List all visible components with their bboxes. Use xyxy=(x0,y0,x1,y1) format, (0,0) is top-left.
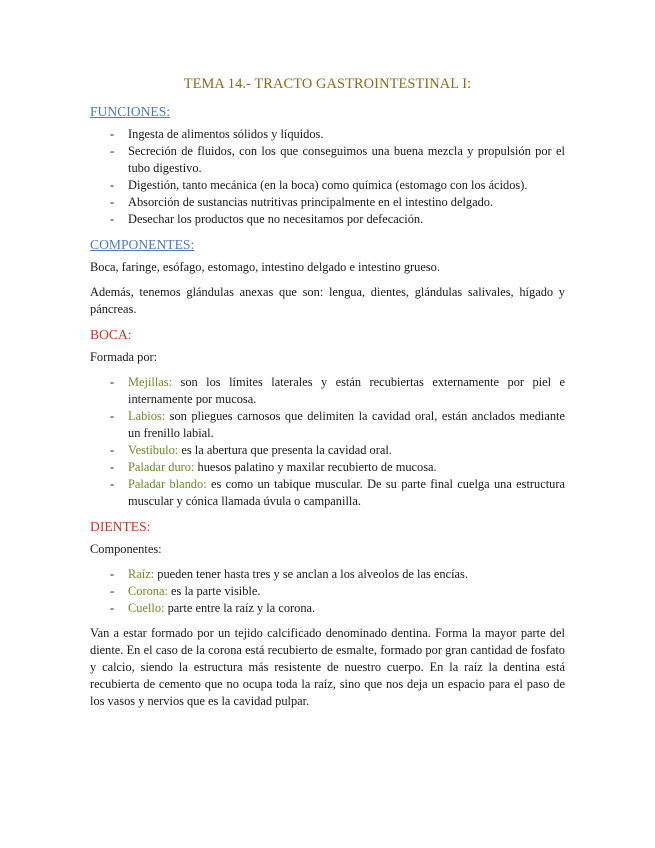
dientes-intro: Componentes: xyxy=(90,542,162,556)
boca-intro: Formada por: xyxy=(90,350,158,364)
componentes-paragraph-1: Boca, faringe, esófago, estomago, intestino delgado e intestino grueso. xyxy=(90,260,440,274)
list-item: - Labios: son pliegues carnosos que delimiten la cavidad oral, están anclados mediante un frenillo labial. xyxy=(110,409,565,440)
list-item: - Secreción de fluidos, con los que conseguimos una buena mezcla y propulsión por el tubo digestivo. xyxy=(110,144,565,175)
list-item-text: Desechar los productos que no necesitamos por defecación. xyxy=(128,212,424,226)
definition: son los límites laterales y están recubiertas externamente por piel e internamente por mucosa. xyxy=(128,375,565,406)
componentes-heading: COMPONENTES: xyxy=(90,237,195,252)
list-item-text: Digestión, tanto mecánica (en la boca) como química (estomago con los ácidos). xyxy=(128,178,528,192)
document-content xyxy=(90,76,565,718)
dientes-heading: DIENTES: xyxy=(90,519,151,534)
list-item: - Ingesta de alimentos sólidos y líquidos. xyxy=(110,127,324,141)
term-corona: Corona: xyxy=(128,584,168,598)
dientes-list xyxy=(90,566,565,617)
dientes-paragraph: Van a estar formado por un tejido calcificado denominado dentina. Forma la mayor parte del diente. En el caso de la corona está recubierto de esmalte, formado por gran cantidad de fosfato y calcio, siendo la estructura más resistente de nuestro cuerpo. En la raíz la dentina está recubierta de cemento que no ocupa toda la raíz, sino que nos deja un espacio para el paso de los vasos y nervios que es la cavidad pulpar. xyxy=(90,626,565,708)
list-item: - Paladar duro: huesos palatino y maxilar recubierto de mucosa. xyxy=(110,460,437,474)
funciones-heading: FUNCIONES: xyxy=(90,104,171,119)
term-paladar-duro: Paladar duro: xyxy=(128,460,195,474)
list-item: - Paladar blando: es como un tabique muscular. De su parte final cuelga una estructura muscular y cónica llamada úvula o campanilla. xyxy=(110,477,565,508)
list-item: - Absorción de sustancias nutritivas principalmente en el intestino delgado. xyxy=(110,195,494,209)
list-item-text: Ingesta de alimentos sólidos y líquidos. xyxy=(128,127,324,141)
componentes-paragraph-2: Además, tenemos glándulas anexas que son: lengua, dientes, glándulas salivales, hígado y páncreas. xyxy=(90,285,565,316)
term-labios: Labios: xyxy=(128,409,166,423)
term-vestibulo: Vestíbulo: xyxy=(128,443,179,457)
list-item: - Mejillas: son los límites laterales y están recubiertas externamente por piel e internamente por mucosa. xyxy=(110,375,565,406)
list-item: - Corona: es la parte visible. xyxy=(110,584,261,598)
term-mejillas: Mejillas: xyxy=(128,375,173,389)
funciones-list xyxy=(90,126,565,228)
list-item: - Cuello: parte entre la raíz y la corona. xyxy=(110,601,316,615)
page-title: TEMA 14.- TRACTO GASTROINTESTINAL I: xyxy=(183,76,472,92)
list-item-text: Secreción de fluidos, con los que conseguimos una buena mezcla y propulsión por el tubo digestivo. xyxy=(128,144,565,175)
definition: son pliegues carnosos que delimiten la cavidad oral, están anclados mediante un frenillo labial. xyxy=(128,409,565,440)
definition: es la abertura que presenta la cavidad oral. xyxy=(178,443,392,457)
list-item: - Vestíbulo: es la abertura que presenta la cavidad oral. xyxy=(110,443,392,457)
list-item: - Desechar los productos que no necesitamos por defecación. xyxy=(110,212,424,226)
list-item-text: Absorción de sustancias nutritivas principalmente en el intestino delgado. xyxy=(128,195,494,209)
term-cuello: Cuello: xyxy=(128,601,165,615)
definition: pueden tener hasta tres y se anclan a los alveolos de las encías. xyxy=(154,567,468,581)
definition: es la parte visible. xyxy=(167,584,261,598)
boca-list xyxy=(90,374,565,510)
term-raiz: Raíz: xyxy=(128,567,155,581)
definition: parte entre la raíz y la corona. xyxy=(164,601,316,615)
list-item: - Raíz: pueden tener hasta tres y se anclan a los alveolos de las encías. xyxy=(110,567,468,581)
term-paladar-blando: Paladar blando: xyxy=(128,477,207,491)
definition: es como un tabique muscular. De su parte final cuelga una estructura muscular y cónica llamada úvula o campanilla. xyxy=(128,477,565,508)
list-item: - Digestión, tanto mecánica (en la boca) como química (estomago con los ácidos). xyxy=(110,178,528,192)
definition: huesos palatino y maxilar recubierto de mucosa. xyxy=(194,460,437,474)
boca-heading: BOCA: xyxy=(90,327,132,342)
